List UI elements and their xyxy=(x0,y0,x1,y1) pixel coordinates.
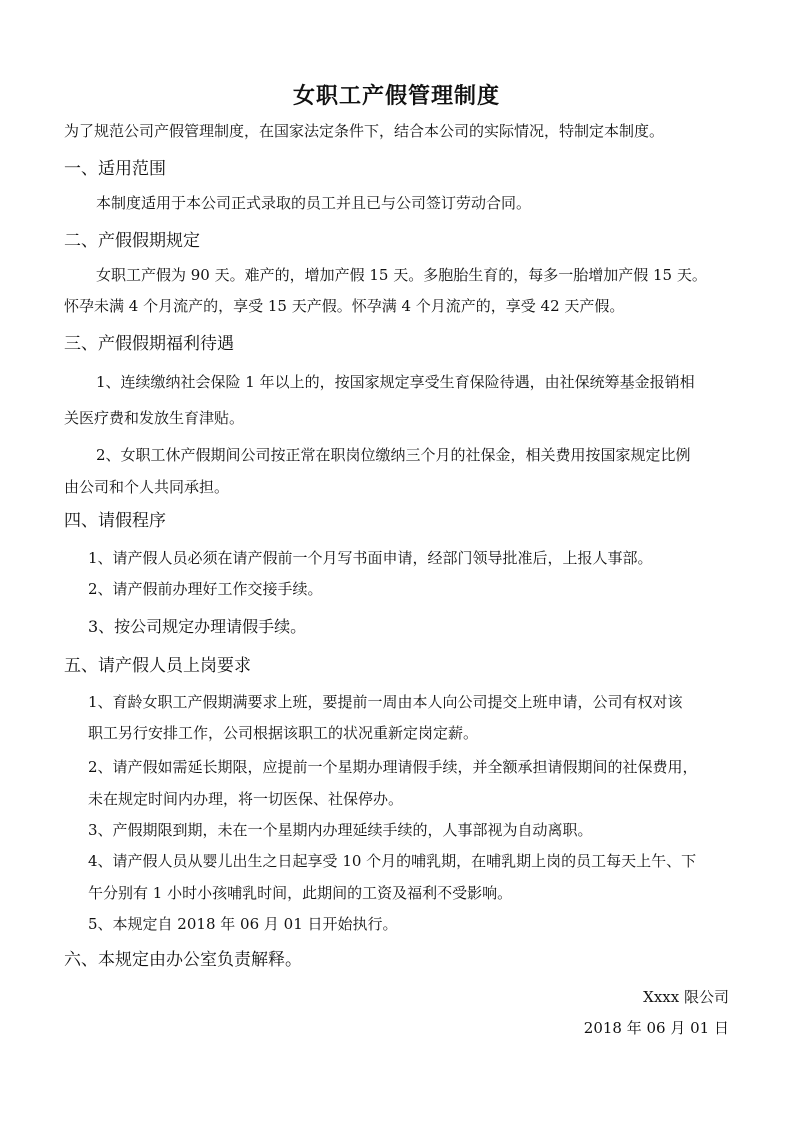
section-5-line: 1、育龄女职工产假期满要求上班，要提前一周由本人向公司提交上班申请，公司有权对该 xyxy=(88,693,683,711)
section-2-line: 怀孕未满 4 个月流产的，享受 15 天产假。怀孕满 4 个月流产的，享受 42 天产假。 xyxy=(64,297,625,315)
document-title: 女职工产假管理制度 xyxy=(292,83,500,109)
section-5-line: 2、请产假如需延长期限，应提前一个星期办理请假手续，并全额承担请假期间的社保费用， xyxy=(88,758,698,776)
section-4-line: 1、请产假人员必须在请产假前一个月写书面申请，经部门领导批准后，上报人事部。 xyxy=(88,549,653,567)
section-2-line: 女职工产假为 90 天。难产的，增加产假 15 天。多胞胎生育的，每多一胎增加产假 15 天。 xyxy=(96,266,707,284)
section-1-line: 本制度适用于本公司正式录取的员工并且已与公司签订劳动合同。 xyxy=(96,194,532,212)
section-5-line: 4、请产假人员从婴儿出生之日起享受 10 个月的哺乳期，在哺乳期上岗的员工每天上午、下 xyxy=(88,852,697,870)
section-4-heading: 四、请假程序 xyxy=(64,511,166,531)
section-3-line: 2、女职工休产假期间公司按正常在职岗位缴纳三个月的社保金，相关费用按国家规定比例 xyxy=(96,446,691,464)
section-5-line: 未在规定时间内办理，将一切医保、社保停办。 xyxy=(88,790,404,808)
section-5-line: 5、本规定自 2018 年 06 月 01 日开始执行。 xyxy=(88,915,398,933)
signature-company: Xxxx 限公司 xyxy=(643,988,729,1006)
section-6-heading: 六、本规定由办公室负责解释。 xyxy=(64,950,302,970)
section-1-heading: 一、适用范围 xyxy=(64,159,166,179)
section-5-line: 职工另行安排工作，公司根据该职工的状况重新定岗定薪。 xyxy=(88,724,479,742)
section-2-heading: 二、产假假期规定 xyxy=(64,231,200,251)
section-3-line: 由公司和个人共同承担。 xyxy=(64,478,230,496)
section-3-line: 关医疗费和发放生育津贴。 xyxy=(64,409,245,427)
section-5-heading: 五、请产假人员上岗要求 xyxy=(64,656,251,676)
section-4-line: 3、按公司规定办理请假手续。 xyxy=(88,617,307,636)
section-4-line: 2、请产假前办理好工作交接手续。 xyxy=(88,580,323,598)
section-5-line: 3、产假期限到期，未在一个星期内办理延续手续的，人事部视为自动离职。 xyxy=(88,821,593,839)
section-3-heading: 三、产假假期福利待遇 xyxy=(64,334,234,354)
section-3-line: 1、连续缴纳社会保险 1 年以上的，按国家规定享受生育保险待遇，由社保统筹基金报销相 xyxy=(96,373,695,391)
intro-paragraph: 为了规范公司产假管理制度，在国家法定条件下，结合本公司的实际情况，特制定本制度。 xyxy=(64,122,665,140)
signature-date: 2018 年 06 月 01 日 xyxy=(583,1019,729,1037)
section-5-line: 午分别有 1 小时小孩哺乳时间，此期间的工资及福利不受影响。 xyxy=(88,884,513,902)
